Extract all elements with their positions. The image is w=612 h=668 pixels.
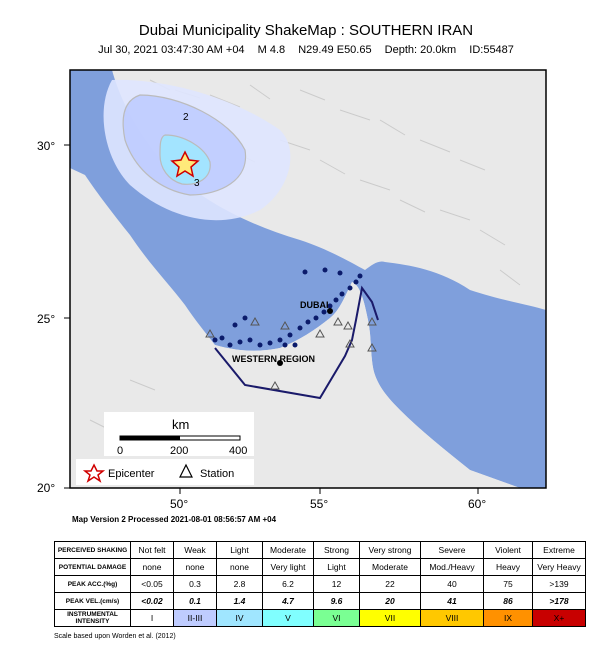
legend-cell-mmi: VII bbox=[360, 610, 421, 627]
legend-cell-shaking: Weak bbox=[174, 542, 217, 559]
legend-cell-damage: none bbox=[217, 559, 263, 576]
legend-cell-pga: 22 bbox=[360, 576, 421, 593]
legend-row-pga bbox=[55, 576, 586, 593]
lon-label-50: 50° bbox=[170, 497, 189, 511]
legend-row-mmi bbox=[55, 610, 586, 627]
legend-row-damage bbox=[55, 559, 586, 576]
legend-cell-pga: <0.05 bbox=[131, 576, 174, 593]
legend-cell-shaking: Very strong bbox=[360, 542, 421, 559]
event-date: Jul 30, 2021 03:47:30 AM +04 bbox=[98, 44, 245, 56]
scalebar-tick-200: 200 bbox=[170, 445, 189, 457]
event-location: N29.49 E50.65 bbox=[298, 44, 372, 56]
legend-cell-shaking: Not felt bbox=[131, 542, 174, 559]
legend-cell-pga: 0.3 bbox=[174, 576, 217, 593]
lon-label-60: 60° bbox=[468, 497, 487, 511]
legend-cell-shaking: Moderate bbox=[263, 542, 314, 559]
legend-cell-pga: 40 bbox=[421, 576, 484, 593]
legend-row-shaking bbox=[55, 542, 586, 559]
scalebar-unit: km bbox=[172, 417, 190, 432]
legend-cell-pga: >139 bbox=[533, 576, 586, 593]
legend-row-label: PEAK ACC.(%g) bbox=[55, 576, 131, 593]
legend-cell-pgv: 0.1 bbox=[174, 593, 217, 610]
legend-cell-damage: Very light bbox=[263, 559, 314, 576]
event-magnitude: M 4.8 bbox=[257, 44, 286, 56]
lat-label-25: 25° bbox=[37, 312, 56, 326]
scalebar-fill bbox=[120, 436, 180, 440]
legend-cell-pgv: 41 bbox=[421, 593, 484, 610]
map-title: Dubai Municipality ShakeMap : SOUTHERN IRAN bbox=[138, 22, 474, 39]
event-id: ID:55487 bbox=[469, 44, 514, 56]
scalebar-tick-400: 400 bbox=[229, 445, 248, 457]
event-depth: Depth: 20.0km bbox=[384, 44, 457, 56]
legend-row-label: PERCEIVED SHAKING bbox=[55, 542, 131, 559]
legend-cell-pga: 2.8 bbox=[217, 576, 263, 593]
legend-cell-shaking: Light bbox=[217, 542, 263, 559]
legend-cell-shaking: Strong bbox=[314, 542, 360, 559]
legend-cell-mmi: VIII bbox=[421, 610, 484, 627]
legend-cell-pgv: 9.6 bbox=[314, 593, 360, 610]
legend-row-label: POTENTIAL DAMAGE bbox=[55, 559, 131, 576]
legend-cell-pga: 12 bbox=[314, 576, 360, 593]
place-dubai: DUBAI bbox=[300, 300, 329, 310]
legend-cell-pgv: 20 bbox=[360, 593, 421, 610]
legend-row-label: PEAK VEL.(cm/s) bbox=[55, 593, 131, 610]
legend-cell-damage: none bbox=[131, 559, 174, 576]
scale-note: Scale based upon Worden et al. (2012) bbox=[54, 633, 176, 640]
legend-cell-mmi: V bbox=[263, 610, 314, 627]
legend-cell-pgv: 1.4 bbox=[217, 593, 263, 610]
lat-label-30: 30° bbox=[37, 139, 56, 153]
contour-label-3: 3 bbox=[194, 178, 200, 189]
legend-cell-damage: Heavy bbox=[484, 559, 533, 576]
legend-cell-pgv: >178 bbox=[533, 593, 586, 610]
legend-cell-mmi: VI bbox=[314, 610, 360, 627]
legend-cell-shaking: Extreme bbox=[533, 542, 586, 559]
map-version: Map Version 2 Processed 2021-08-01 08:56:57 AM +04 bbox=[72, 515, 277, 524]
scalebar-tick-0: 0 bbox=[117, 445, 124, 457]
legend-cell-mmi: II-III bbox=[174, 610, 217, 627]
lat-label-20: 20° bbox=[37, 481, 56, 495]
legend-cell-pgv: <0.02 bbox=[131, 593, 174, 610]
legend-cell-damage: Light bbox=[314, 559, 360, 576]
legend-cell-pga: 6.2 bbox=[263, 576, 314, 593]
legend-row-pgv bbox=[55, 593, 586, 610]
legend-cell-pgv: 4.7 bbox=[263, 593, 314, 610]
contour-label-2: 2 bbox=[183, 112, 189, 123]
legend-cell-damage: Moderate bbox=[360, 559, 421, 576]
legend-row-label: INSTRUMENTAL INTENSITY bbox=[55, 610, 131, 627]
legend-cell-damage: Mod./Heavy bbox=[421, 559, 484, 576]
legend-epicenter-label: Epicenter bbox=[108, 468, 155, 480]
legend-station-label: Station bbox=[200, 468, 235, 480]
legend-cell-pgv: 86 bbox=[484, 593, 533, 610]
legend-cell-mmi: IV bbox=[217, 610, 263, 627]
legend-cell-mmi: IX bbox=[484, 610, 533, 627]
legend-cell-mmi: I bbox=[131, 610, 174, 627]
legend-cell-damage: none bbox=[174, 559, 217, 576]
legend-cell-damage: Very Heavy bbox=[533, 559, 586, 576]
legend-cell-shaking: Violent bbox=[484, 542, 533, 559]
legend-cell-shaking: Severe bbox=[421, 542, 484, 559]
intensity-legend-table bbox=[54, 541, 586, 627]
lon-label-55: 55° bbox=[310, 497, 329, 511]
legend-cell-mmi: X+ bbox=[533, 610, 586, 627]
legend-cell-pga: 75 bbox=[484, 576, 533, 593]
place-western-region: WESTERN REGION bbox=[232, 354, 316, 364]
